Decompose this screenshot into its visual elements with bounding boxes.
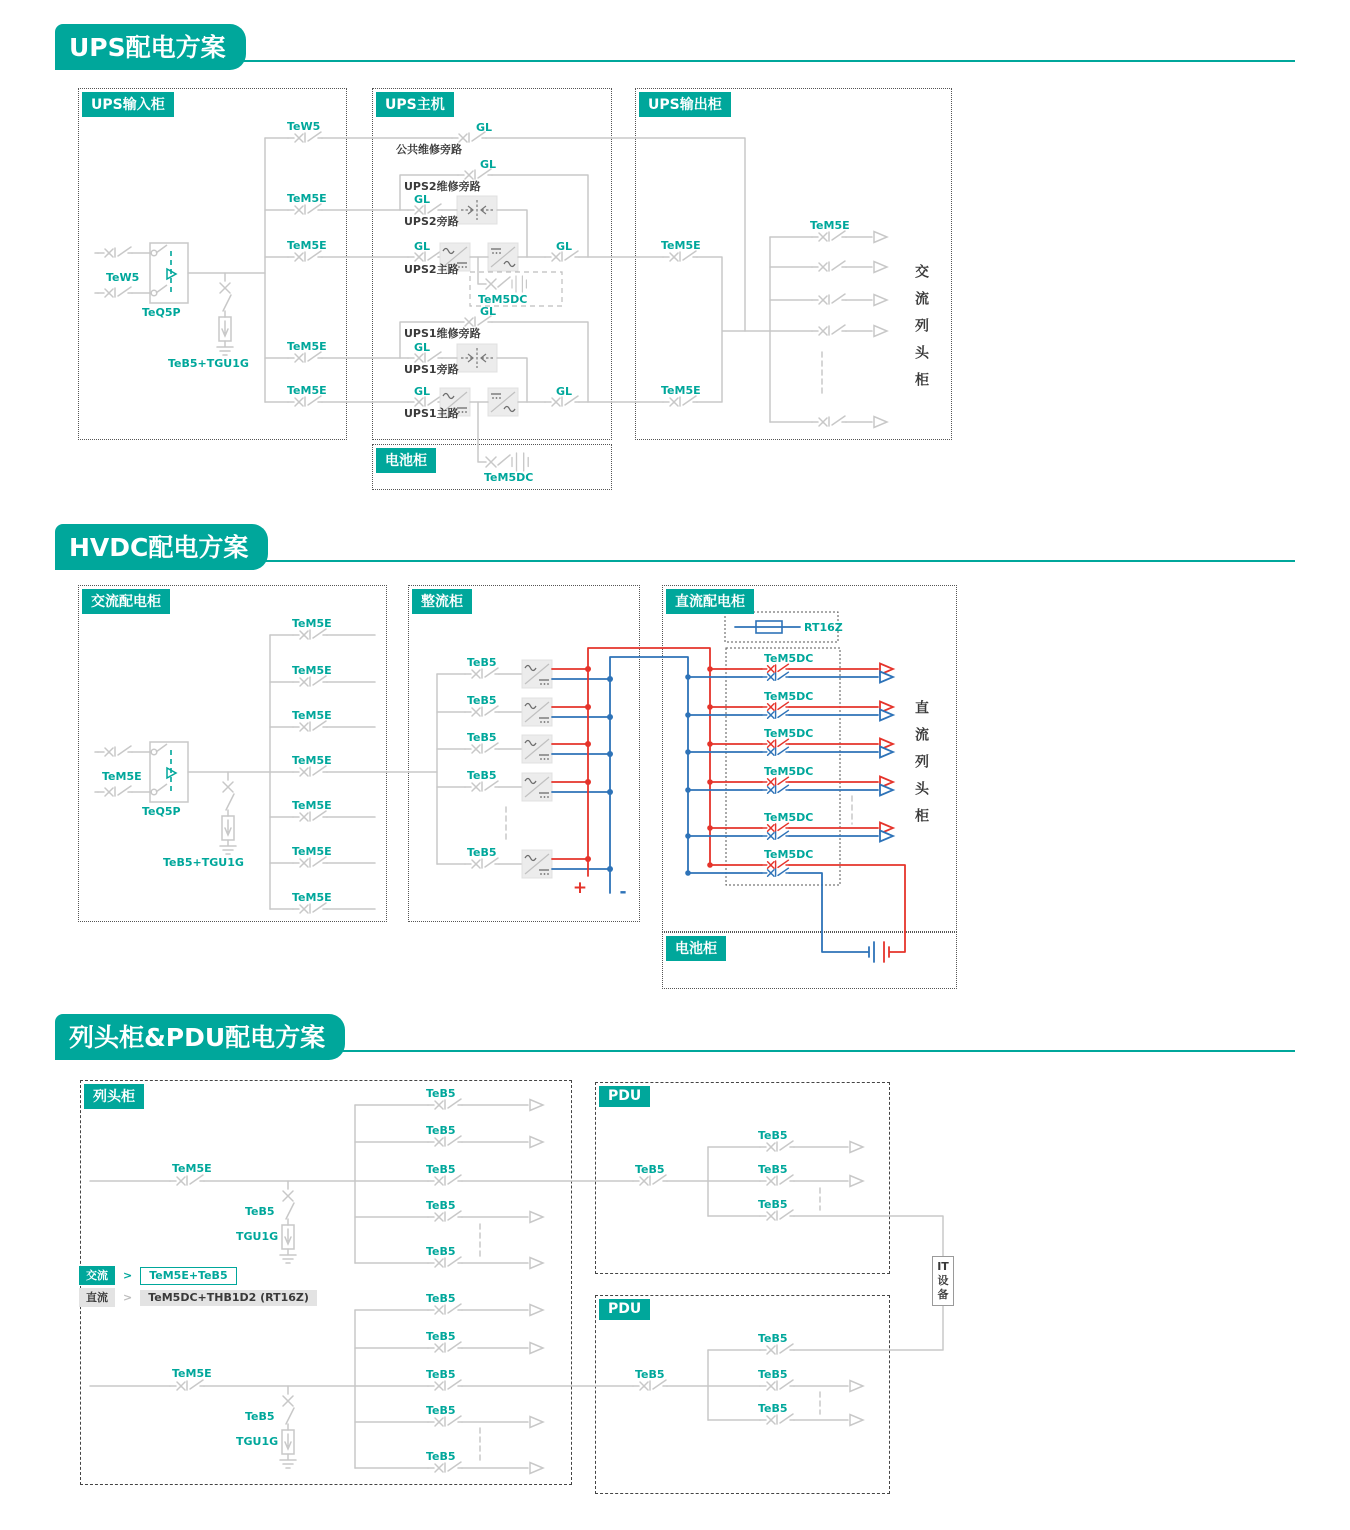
label-tem5e: TeM5E	[102, 770, 142, 783]
branch-label: TeB5	[467, 769, 497, 782]
ups-output-cabinet-title: UPS输出柜	[639, 92, 731, 117]
hvdc-rectifier-cabinet-title: 整流柜	[412, 589, 472, 614]
label-gl: GL	[480, 305, 497, 318]
label-tem5e: TeM5E	[172, 1367, 212, 1380]
branch-label: TeB5	[426, 1292, 456, 1305]
hvdc-dc-cabinet-wires	[685, 612, 905, 962]
branch-label: TeM5E	[287, 192, 327, 205]
hvdc-battery-cabinet-title: 电池柜	[666, 936, 726, 961]
ups-battery-cabinet-title: 电池柜	[376, 448, 436, 473]
dc-feeder	[685, 690, 893, 721]
dc-row-cabinet-load-label: 直流列头柜	[913, 700, 929, 835]
branch-label: TeB5	[758, 1332, 788, 1345]
branch-label: TeB5	[426, 1404, 456, 1417]
label-tem5e: TeM5E	[661, 384, 701, 397]
dc-feeder	[685, 765, 893, 796]
branch-label: TeM5DC	[764, 765, 814, 778]
dc-feeder	[685, 652, 893, 683]
dc-feeder	[685, 727, 893, 758]
label-tem5dc: TeM5DC	[478, 293, 528, 306]
label-gl: GL	[414, 341, 431, 354]
legend-dc-value: TeM5DC+THB1D2 (RT16Z)	[140, 1290, 317, 1306]
branch-label: TeM5E	[292, 891, 332, 904]
dc-minus-label: -	[619, 882, 627, 902]
pdu-top-wires	[633, 1129, 943, 1256]
branch-label: TeB5	[467, 731, 497, 744]
branch-label: TeB5	[758, 1163, 788, 1176]
branch-label: TeB5	[426, 1087, 456, 1100]
branch-label: TeM5DC	[764, 727, 814, 740]
branch-label: TeM5E	[292, 754, 332, 767]
chevron-right-icon: >	[123, 1269, 133, 1282]
dc-plus-label: +	[572, 878, 588, 898]
hvdc-ac-labels	[102, 617, 332, 904]
branch-label: TeW5	[287, 120, 321, 133]
section-title-hvdc: HVDC配电方案	[55, 524, 268, 570]
label-gl: GL	[414, 193, 431, 206]
branch-label: TeB5	[758, 1402, 788, 1415]
ups-host-title: UPS主机	[376, 92, 454, 117]
label-gl: GL	[476, 121, 493, 134]
path-name: UPS2主路	[404, 263, 459, 276]
branch-label: TeM5E	[287, 340, 327, 353]
label-tem5e: TeM5E	[661, 239, 701, 252]
ups-input-labels	[106, 120, 327, 397]
hvdc-rectifier-wires	[437, 656, 552, 878]
it-equipment-box: IT设备	[932, 1256, 954, 1306]
branch-label: TeB5	[426, 1124, 456, 1137]
label-spd: TeB5+TGU1G	[168, 357, 249, 370]
branch-label: TeM5DC	[764, 690, 814, 703]
label-teb5: TeB5	[635, 1368, 665, 1381]
branch-label: TeB5	[426, 1199, 456, 1212]
branch-label: TeM5E	[292, 799, 332, 812]
chevron-right-icon: >	[123, 1291, 133, 1304]
branch-label: TeM5E	[292, 664, 332, 677]
branch-label: TeB5	[426, 1368, 456, 1381]
section-title-row-pdu: 列头柜&PDU配电方案	[55, 1014, 345, 1060]
legend-dc-badge: 直流	[79, 1288, 115, 1307]
label-rt16z: RT16Z	[804, 621, 843, 634]
row-cabinet-wires	[90, 1099, 633, 1474]
branch-label: TeM5DC	[764, 652, 814, 665]
hvdc-dc-bus	[552, 648, 710, 902]
pdu-bottom-title: PDU	[599, 1299, 650, 1320]
label-teb5: TeB5	[245, 1410, 275, 1423]
branch-label: TeB5	[426, 1450, 456, 1463]
label-gl: GL	[556, 385, 573, 398]
pdu-top-title: PDU	[599, 1086, 650, 1107]
hvdc-ac-wires	[95, 629, 437, 913]
legend-ac-value: TeM5E+TeB5	[140, 1267, 236, 1285]
label-gl: GL	[480, 158, 497, 171]
branch-label: TeM5E	[292, 709, 332, 722]
branch-label: TeB5	[758, 1129, 788, 1142]
ac-row-cabinet-load-label: 交流列头柜	[913, 264, 929, 399]
battery-icon	[869, 942, 889, 962]
branch-label: TeB5	[426, 1245, 456, 1258]
section-title-ups: UPS配电方案	[55, 24, 246, 70]
label-gl: GL	[556, 240, 573, 253]
label-teq5p: TeQ5P	[142, 805, 181, 818]
branch-label: TeM5E	[287, 384, 327, 397]
branch-label: TeM5DC	[764, 811, 814, 824]
label-tew5: TeW5	[106, 271, 140, 284]
label-gl: GL	[414, 240, 431, 253]
path-name: 公共维修旁路	[396, 143, 462, 156]
label-teb5: TeB5	[635, 1163, 665, 1176]
branch-label: TeB5	[467, 656, 497, 669]
path-name: UPS1旁路	[404, 363, 459, 376]
branch-label: TeB5	[467, 846, 497, 859]
row-cabinet-title: 列头柜	[84, 1084, 144, 1109]
label-teb5: TeB5	[245, 1205, 275, 1218]
branch-label: TeM5E	[287, 239, 327, 252]
branch-label: TeB5	[467, 694, 497, 707]
branch-label: TeM5DC	[764, 848, 814, 861]
branch-label: TeB5	[758, 1198, 788, 1211]
label-tgu1g: TGU1G	[236, 1230, 279, 1243]
hvdc-dc-cabinet-title: 直流配电柜	[666, 589, 754, 614]
branch-label: TeB5	[426, 1163, 456, 1176]
path-name: UPS1主路	[404, 407, 459, 420]
branch-label: TeM5E	[292, 845, 332, 858]
label-spd: TeB5+TGU1G	[163, 856, 244, 869]
path-name: UPS2旁路	[404, 215, 459, 228]
dc-feeder	[685, 811, 893, 842]
ups-output-wires	[661, 219, 887, 428]
label-tem5e: TeM5E	[172, 1162, 212, 1175]
ups-input-cabinet-title: UPS输入柜	[82, 92, 174, 117]
path-name: UPS2维修旁路	[404, 180, 481, 193]
label-tgu1g: TGU1G	[236, 1435, 279, 1448]
branch-label: TeM5E	[292, 617, 332, 630]
hvdc-ac-cabinet-title: 交流配电柜	[82, 589, 170, 614]
label-tem5dc: TeM5DC	[484, 471, 534, 484]
ups-input-wires	[95, 132, 452, 406]
legend-ac-badge: 交流	[79, 1266, 115, 1285]
label-tem5e: TeM5E	[810, 219, 850, 232]
label-teq5p: TeQ5P	[142, 306, 181, 319]
pdu-bottom-wires	[633, 1304, 943, 1426]
branch-label: TeB5	[426, 1330, 456, 1343]
path-name: UPS1维修旁路	[404, 327, 481, 340]
label-gl: GL	[414, 385, 431, 398]
legend-ac-row	[79, 1266, 237, 1285]
legend-dc-row	[79, 1288, 317, 1307]
branch-label: TeB5	[758, 1368, 788, 1381]
